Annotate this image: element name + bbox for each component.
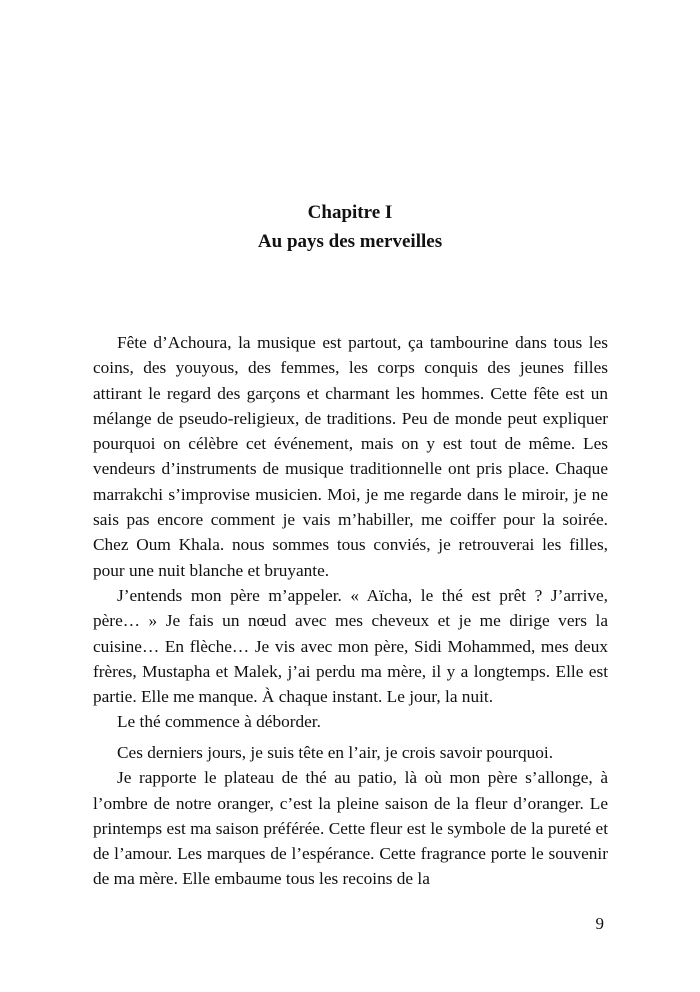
paragraph-tea-overflow: Le thé commence à déborder. <box>117 712 321 732</box>
chapter-number: Chapitre I <box>307 202 393 223</box>
body-text-section-2 <box>93 740 608 892</box>
chapter-header <box>0 198 700 256</box>
paragraph-head-in-air: Ces derniers jours, je suis tête en l’air, je crois savoir pourquoi. <box>117 743 554 762</box>
chapter-title: Au pays des merveilles <box>257 231 443 252</box>
paragraph-orange-tree: Je rapporte le plateau de thé au patio, là où mon père s’allonge, à l’ombre de notre oranger, c’est la pleine saison de la fleur d’oranger. Le printemps est ma saison préférée. Cette fleur est le symbole de la pureté et de l’amour. Les marques de l’espérance. Cette fragrance porte le souvenir de ma mère. Elle embaume tous les recoins de la <box>93 768 608 889</box>
paragraph-father-call: J’entends mon père m’appeler. « Aïcha, le thé est prêt ? J’arrive, père… » Je fais un nœud avec mes cheveux et je me dirige vers la cuisine… En flèche… Je vis avec mon père, Sidi Mohammed, mes deux frères, Mustapha et Malek, j’ai perdu ma mère, il y a longtemps. Elle est partie. Elle me manque. À chaque instant. Le jour, la nuit. <box>93 585 608 707</box>
body-text-section-1 <box>93 330 608 735</box>
paragraph-achoura: Fête d’Achoura, la musique est partout, ça tambourine dans tous les coins, des youyous, des femmes, les corps conquis des jeunes filles attirant le regard des garçons et charmant les hommes. Cette fête est un mélange de pseudo-religieux, de traditions. Peu de monde peut expliquer pourquoi on célèbre cet événement, mais on y est tout de même. Les vendeurs d’instruments de musique traditionnelle ont pris place. Chaque marrakchi s’improvise musicien. Moi, je me regarde dans le miroir, je ne sais pas encore comment je vais m’habiller, me coiffer pour la soirée. Chez Oum Khala. nous sommes tous conviés, je retrouverai les filles, pour une nuit blanche et bruyante. <box>93 333 608 580</box>
page-number: 9 <box>595 914 604 933</box>
